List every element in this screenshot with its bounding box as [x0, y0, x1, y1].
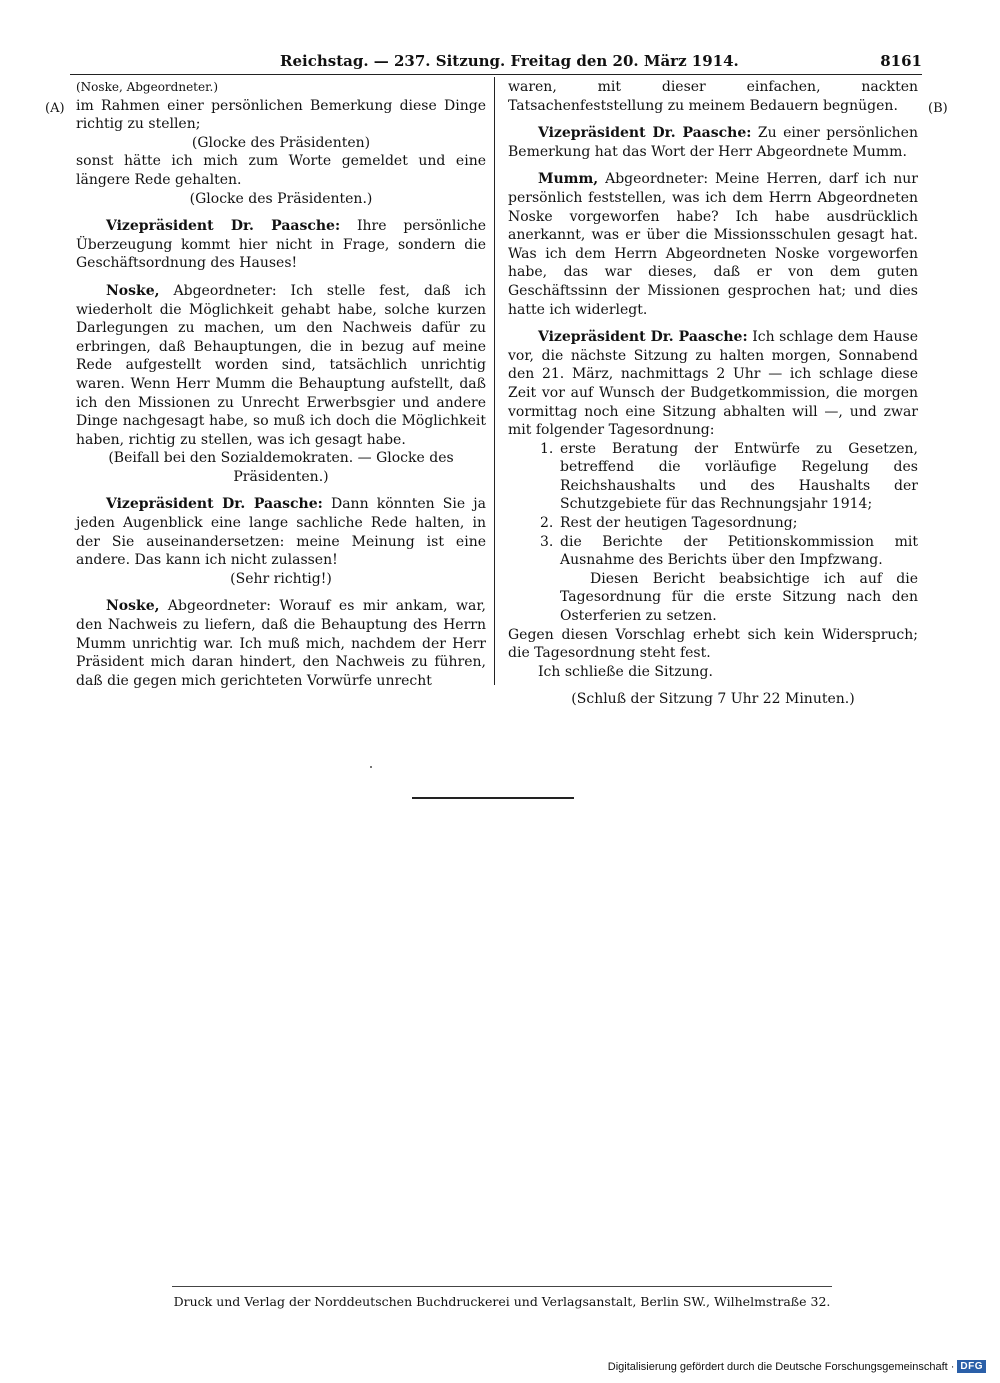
speech-text: Zu einer persönlichen Bemerkung hat das Wort der Herr Abgeordnete Mumm. — [508, 125, 918, 160]
speech-text: Ihre persönliche Überzeugung kommt hier nicht in Frage, sondern die Geschäftsordnung des Hauses! — [76, 218, 486, 272]
end-rule — [412, 797, 574, 799]
dfg-logo-icon: DFG — [957, 1360, 986, 1373]
speaker-continuation: (Noske, Abgeordneter.) — [76, 80, 219, 94]
speech-paragraph — [508, 124, 918, 161]
paragraph: waren, mit dieser einfachen, nackten Tatsachenfeststellung zu meinem Bedauern begnügen. — [508, 79, 918, 114]
agenda-item — [508, 514, 918, 533]
footer-rule — [172, 1286, 832, 1287]
speech-paragraph — [76, 217, 486, 273]
paragraph: Ich schließe die Sitzung. — [538, 663, 713, 680]
speech-paragraph — [76, 597, 486, 690]
margin-mark-a: (A) — [45, 101, 65, 116]
speech-paragraph — [508, 170, 918, 319]
speaker-name: Vizepräsident Dr. Paasche: — [538, 125, 752, 142]
left-column — [76, 78, 486, 690]
agenda-number: 2. — [540, 515, 554, 532]
agenda-text: Rest der heutigen Tagesordnung; — [560, 515, 798, 532]
speech-text: Abgeordneter: Ich stelle fest, daß ich wiederholt die Möglichkeit gehabt habe, solche kurzen Darlegungen zu machen, um den Nachweis dafür zu erbringen, daß Behauptungen, die in bezug auf meine Rede aufgestellt worden sind, tatsächlich unrichtig waren. Wenn Herr Mumm die Behauptung aufstellt, daß ich den Missionen zu Unrecht Erwerbsgier und andere Dinge nachgesagt habe, so muß ich doch die Möglichkeit haben, richtig zu stellen, was ich gesagt habe. — [76, 282, 486, 448]
interjection: (Beifall bei den Sozialdemokraten. — Glocke des Präsidenten.) — [108, 450, 454, 485]
agenda-item — [508, 533, 918, 570]
speech-text: Ich schlage dem Hause vor, die nächste Sitzung zu halten morgen, Sonnabend den 21. März, nachmittags 2 Uhr — ich schlage diese Zeit vor auf Wunsch der Budgetkommission, die morgen vormittag noch eine Sitzung abhalten will —, und zwar mit folgender Tagesordnung: — [508, 329, 918, 439]
speaker-name: Mumm, — [538, 171, 599, 188]
session-close-note: (Schluß der Sitzung 7 Uhr 22 Minuten.) — [571, 691, 855, 708]
paragraph: sonst hätte ich mich zum Worte gemeldet und eine längere Rede gehalten. — [76, 153, 486, 188]
agenda-number: 3. — [540, 533, 554, 550]
speaker-name: Noske, — [106, 598, 160, 615]
column-divider — [494, 77, 495, 685]
paragraph: im Rahmen einer persönlichen Bemerkung diese Dinge richtig zu stellen; — [76, 97, 486, 133]
right-column — [508, 78, 918, 709]
speaker-name: Vizepräsident Dr. Paasche: — [538, 329, 748, 346]
agenda-text: die Berichte der Petitionskommission mit Ausnahme des Berichts über den Impfzwang. — [560, 533, 918, 569]
agenda-number: 1. — [540, 440, 554, 457]
interjection: (Glocke des Präsidenten.) — [189, 190, 373, 207]
speech-paragraph — [76, 282, 486, 449]
speech-paragraph — [76, 495, 486, 569]
digitization-credit — [608, 1360, 986, 1373]
page-header — [70, 50, 922, 74]
speaker-name: Vizepräsident Dr. Paasche: — [106, 496, 323, 513]
agenda-note: Diesen Bericht beabsichtige ich auf die Tagesordnung für die erste Sitzung nach den Osterferien zu setzen. — [560, 570, 918, 625]
speaker-name: Vizepräsident Dr. Paasche: — [106, 218, 341, 235]
agenda-list — [508, 440, 918, 570]
speech-text: Abgeordneter: Meine Herren, darf ich nur persönlich feststellen, was ich dem Herrn Abgeordneten Noske vorgeworfen habe? Ich habe ausdrücklich anerkannt, was er über die Missionsschulen gesagt hat. Was ich dem Herrn Abgeordneten Noske vorgeworfen habe, das war dieses, daß er von dem guten Geschäftssinn der Missionen gesprochen hat; und dies hatte ich widerlegt. — [508, 171, 918, 318]
speech-text: Dann könnten Sie ja jeden Augenblick eine lange sachliche Rede halten, in der Sie auseinandersetzen: meine Meinung ist eine andere. Das kann ich nicht zulassen! — [76, 496, 486, 569]
speck — [370, 766, 372, 768]
speech-paragraph — [508, 328, 918, 440]
separator-dot: · — [950, 1360, 955, 1373]
header-rule — [70, 74, 922, 75]
interjection: (Sehr richtig!) — [230, 570, 332, 587]
speech-text: Abgeordneter: Worauf es mir ankam, war, den Nachweis zu liefern, daß die Behauptung des Herrn Mumm unrichtig war. Ich muß mich, nachdem der Herr Präsident mich daran hindert, den Nachweis zu führen, daß die gegen mich gerichteten Vorwürfe unrecht — [76, 598, 486, 689]
agenda-item — [508, 440, 918, 514]
margin-mark-b: (B) — [928, 101, 948, 116]
running-head: Reichstag. — 237. Sitzung. Freitag den 20. März 1914. — [280, 52, 739, 70]
digitization-text: Digitalisierung gefördert durch die Deutsche Forschungsgemeinschaft — [607, 1360, 948, 1373]
paragraph: Gegen diesen Vorschlag erhebt sich kein Widerspruch; die Tagesordnung steht fest. — [508, 626, 918, 662]
imprint: Druck und Verlag der Norddeutschen Buchdruckerei und Verlagsanstalt, Berlin SW., Wilhelmstraße 32. — [173, 1294, 831, 1309]
page-number: 8161 — [880, 52, 922, 70]
interjection: (Glocke des Präsidenten) — [191, 134, 371, 151]
agenda-text: erste Beratung der Entwürfe zu Gesetzen, betreffend die vorläufige Regelung des Reichshaushalts und des Haushalts der Schutzgebiete für das Rechnungsjahr 1914; — [560, 440, 918, 513]
speaker-name: Noske, — [106, 282, 160, 299]
